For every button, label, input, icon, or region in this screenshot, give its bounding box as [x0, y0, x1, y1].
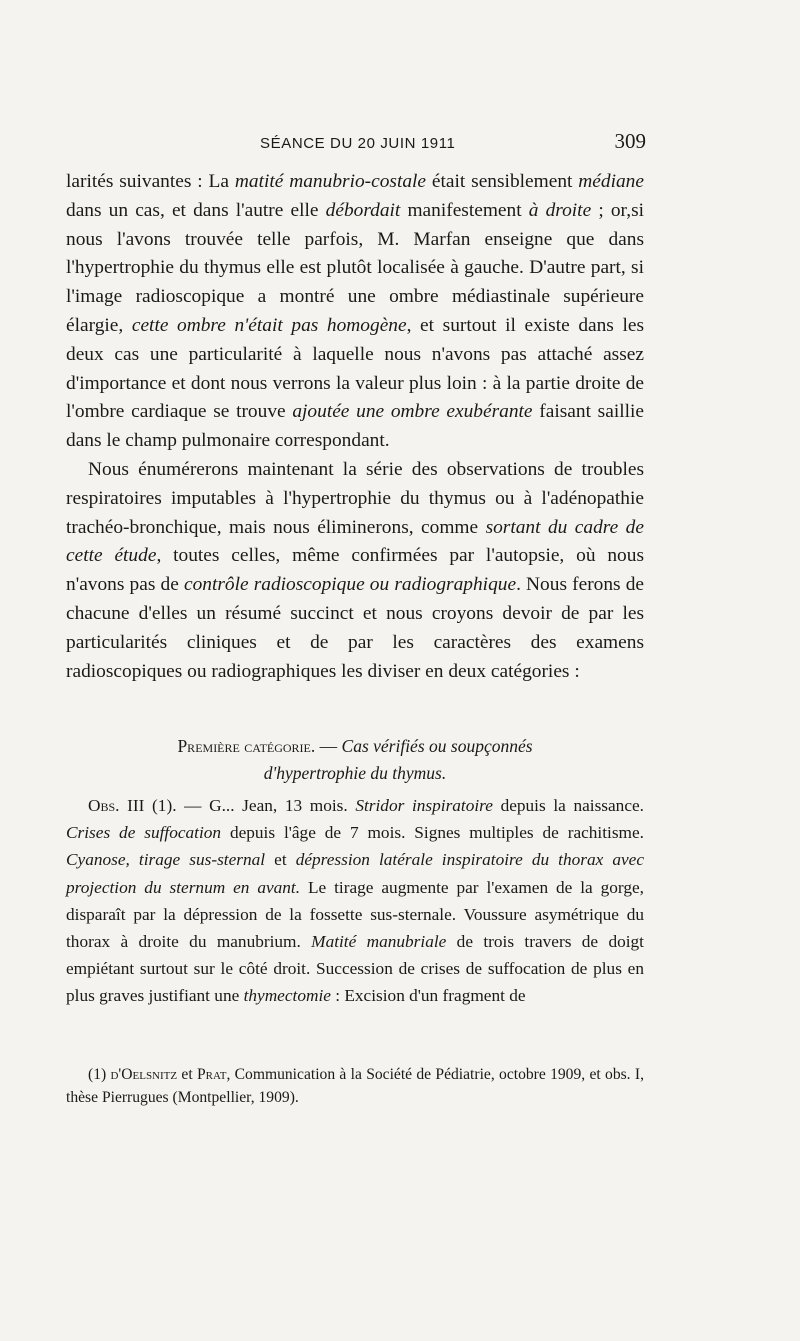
footnote	[66, 1064, 644, 1109]
paragraph-1: larités suivantes : La matité manubrio-costale était sensiblement médiane dans un cas, et dans l'autre elle débordait manifestement à droite ; or,si nous l'avons trouvée telle parfois, M. Marfan enseigne que dans l'hypertrophie du thymus elle est plutôt localisée à gauche. D'autre part, si l'image radioscopique a montré une ombre médiastinale supérieure élargie, cette ombre n'était pas homogène, et surtout il existe dans les deux cas une particularité à laquelle nous n'avons pas attaché assez d'importance et dont nous verrons la valeur plus loin : à la partie droite de l'ombre cardiaque se trouve ajoutée une ombre exubérante faisant saillie dans le champ pulmonaire correspondant.	[66, 171, 644, 452]
section-title-cont: d'hypertrophie du thymus.	[263, 763, 447, 783]
section-label: Première catégorie.	[177, 736, 316, 756]
observation-paragraph: Obs. III (1). — G... Jean, 13 mois. Stridor inspiratoire depuis la naissance. Crises de suffocation depuis l'âge de 7 mois. Signes multiples de rachitisme. Cyanose, tirage sus-sternal et dépression latérale inspiratoire du thorax avec projection du sternum en avant. Le tirage augmente par l'examen de la gorge, disparaît par la dépression de la fossette sus-sternale. Voussure asymétrique du thorax à droite du manubrium. Matité manubriale de trois travers de doigt empiétant surtout sur le côté droit. Succession de crises de suffocation de plus en plus graves justifiant une thymectomie : Excision d'un fragment de	[66, 796, 644, 1006]
footnote-author-1: d'Oelsnitz	[110, 1066, 178, 1083]
page-header	[66, 129, 646, 159]
observation-text	[66, 792, 644, 1010]
section-heading	[66, 733, 644, 787]
section-heading-line-1: Première catégorie. — Cas vérifiés ou soupçonnés	[177, 736, 533, 756]
body-text	[66, 168, 644, 686]
footnote-author-2: Prat	[196, 1066, 227, 1083]
footnote-reference: (1)	[152, 796, 173, 815]
observation-label: Obs. III	[88, 796, 145, 815]
section-heading-line-2	[66, 760, 644, 787]
section-title: Cas vérifiés ou soupçonnés	[341, 736, 533, 756]
running-head: SÉANCE DU 20 JUIN 1911	[260, 135, 456, 152]
footnote-text: (1) d'Oelsnitz et Prat, Communication à la Société de Pédiatrie, octobre 1909, et obs. I, thèse Pierrugues (Montpellier, 1909).	[66, 1066, 644, 1106]
paragraph-2: Nous énumérerons maintenant la série des observations de troubles respiratoires imputables à l'hypertrophie du thymus ou à l'adénopathie trachéo-bronchique, mais nous éliminerons, comme sortant du cadre de cette étude, toutes celles, même confirmées par l'autopsie, où nous n'avons pas de contrôle radioscopique ou radiographique. Nous ferons de chacune d'elles un résumé succinct et nous croyons devoir de par les particularités cliniques et de par les caractères des examens radioscopiques ou radiographiques les diviser en deux catégories :	[66, 458, 645, 682]
page-number: 309	[614, 129, 646, 153]
